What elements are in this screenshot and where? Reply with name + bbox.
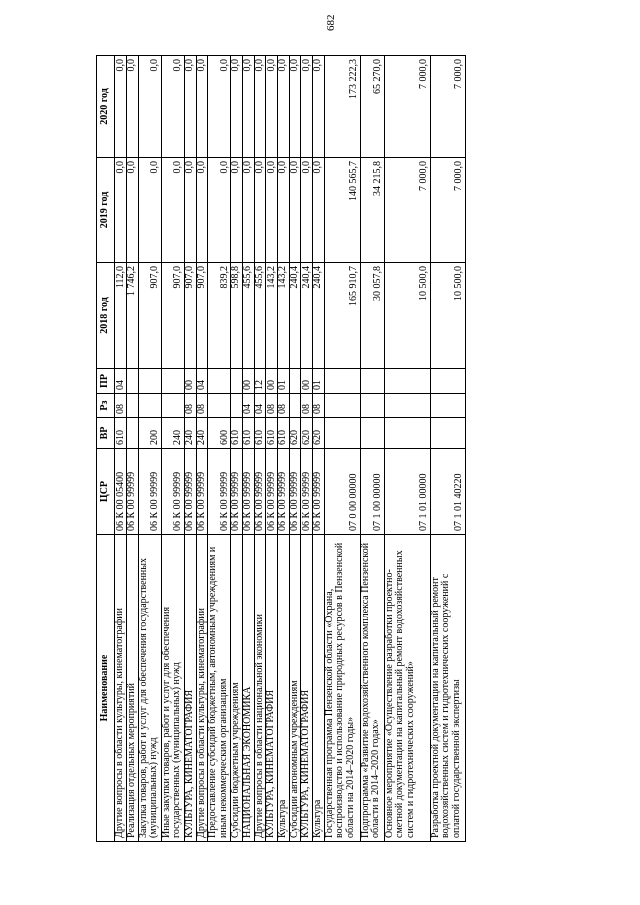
cell-name: Основное мероприятие «Осуществление разработки проектно-сметной документации на капитальный ремонт водохозяйственных систем и гидротехнических сооружений» (384, 535, 430, 842)
cell-csr: 06 К 00 99999 (231, 449, 243, 535)
cell-rz (138, 394, 161, 418)
cell-2019: 140 565,7 (324, 158, 360, 263)
cell-2019: 34 215,8 (360, 158, 384, 263)
cell-2020: 0,0 (138, 56, 161, 158)
cell-rz: 04 (254, 394, 266, 418)
cell-name: Реализация отдельных мероприятий (127, 535, 139, 842)
cell-2020: 0,0 (266, 56, 278, 158)
table-row (242, 56, 254, 842)
table-row (301, 56, 313, 842)
cell-2018: 240,4 (289, 263, 301, 369)
cell-2018: 10 500,0 (430, 263, 465, 369)
cell-rz: 08 (301, 394, 313, 418)
cell-pr (231, 369, 243, 394)
cell-rz: 08 (115, 394, 127, 418)
cell-pr (430, 369, 465, 394)
cell-2019: 0,0 (313, 158, 325, 263)
cell-2018: 143,2 (266, 263, 278, 369)
cell-pr: 00 (301, 369, 313, 394)
cell-2019: 0,0 (266, 158, 278, 263)
cell-2018: 1 746,2 (127, 263, 139, 369)
cell-name: КУЛЬТУРА, КИНЕМАТОГРАФИЯ (266, 535, 278, 842)
cell-pr (127, 369, 139, 394)
cell-csr: 06 К 00 99999 (301, 449, 313, 535)
cell-pr (324, 369, 360, 394)
cell-2018: 455,6 (254, 263, 266, 369)
table-row (289, 56, 301, 842)
cell-2018: 907,0 (196, 263, 208, 369)
cell-pr: 01 (278, 369, 290, 394)
cell-pr (289, 369, 301, 394)
cell-vr: 620 (301, 418, 313, 449)
cell-2020: 0,0 (289, 56, 301, 158)
cell-csr: 07 1 00 00000 (360, 449, 384, 535)
cell-2020: 0,0 (184, 56, 196, 158)
cell-name: Другие вопросы в области культуры, кинематографии (196, 535, 208, 842)
cell-name: Другие вопросы в области национальной экономики (254, 535, 266, 842)
cell-rz (231, 394, 243, 418)
table-row (196, 56, 208, 842)
cell-vr: 610 (254, 418, 266, 449)
page-number: 682 (325, 14, 337, 31)
cell-vr: 610 (231, 418, 243, 449)
cell-name: Предоставление субсидий бюджетным, автономным учреждениям и иным некоммерческим организациям (208, 535, 231, 842)
cell-name: КУЛЬТУРА, КИНЕМАТОГРАФИЯ (184, 535, 196, 842)
cell-vr: 240 (161, 418, 184, 449)
cell-2018: 165 910,7 (324, 263, 360, 369)
cell-rz (161, 394, 184, 418)
cell-vr: 200 (138, 418, 161, 449)
cell-name: Государственная программа Пензенской области «Охрана, воспроизводство и использование природных ресурсов в Пензенской области на 2014–2020 годы» (324, 535, 360, 842)
cell-pr: 00 (266, 369, 278, 394)
cell-pr: 00 (184, 369, 196, 394)
table-row (324, 56, 360, 842)
cell-pr (360, 369, 384, 394)
cell-rz (360, 394, 384, 418)
table-row (161, 56, 184, 842)
cell-2018: 240,4 (313, 263, 325, 369)
cell-pr: 04 (115, 369, 127, 394)
table-row (313, 56, 325, 842)
cell-rz (289, 394, 301, 418)
cell-rz: 08 (184, 394, 196, 418)
cell-2020: 7 000,0 (430, 56, 465, 158)
cell-name: Разработка проектной документации на капитальный ремонт водохозяйственных систем и гидротехнических сооружений с оплатой государственной экспертизы (430, 535, 465, 842)
cell-2018: 907,0 (184, 263, 196, 369)
header-name: Наименование (97, 535, 115, 842)
cell-vr: 610 (278, 418, 290, 449)
cell-name: Культура (313, 535, 325, 842)
cell-2020: 0,0 (278, 56, 290, 158)
table-row (266, 56, 278, 842)
cell-pr (384, 369, 430, 394)
cell-2018: 240,4 (301, 263, 313, 369)
cell-2018: 455,6 (242, 263, 254, 369)
table-row (138, 56, 161, 842)
cell-name: Субсидии бюджетным учреждениям (231, 535, 243, 842)
cell-rz (127, 394, 139, 418)
cell-2020: 0,0 (254, 56, 266, 158)
cell-name: Подпрограмма «Развитие водохозяйственного комплекса Пензенской области в 2014–2020 годах» (360, 535, 384, 842)
cell-csr: 06 К 00 99999 (184, 449, 196, 535)
cell-csr: 06 К 00 99999 (127, 449, 139, 535)
rotated-page (96, 56, 530, 842)
table-body (115, 56, 466, 842)
cell-csr: 06 К 00 99999 (242, 449, 254, 535)
cell-csr: 06 К 00 99999 (138, 449, 161, 535)
cell-name: Субсидии автономным учреждениям (289, 535, 301, 842)
cell-csr: 06 К 00 99999 (289, 449, 301, 535)
cell-2019: 0,0 (161, 158, 184, 263)
cell-name: НАЦИОНАЛЬНАЯ ЭКОНОМИКА (242, 535, 254, 842)
cell-vr: 240 (196, 418, 208, 449)
table-row (430, 56, 465, 842)
table-row (360, 56, 384, 842)
table-row (254, 56, 266, 842)
cell-2018: 143,2 (278, 263, 290, 369)
cell-2019: 0,0 (127, 158, 139, 263)
cell-vr (384, 418, 430, 449)
cell-2018: 907,0 (138, 263, 161, 369)
cell-vr: 610 (266, 418, 278, 449)
cell-2020: 65 270,0 (360, 56, 384, 158)
cell-name: КУЛЬТУРА, КИНЕМАТОГРАФИЯ (301, 535, 313, 842)
table-row (231, 56, 243, 842)
cell-csr: 06 К 00 99999 (313, 449, 325, 535)
table-row (115, 56, 127, 842)
cell-pr (138, 369, 161, 394)
cell-csr: 06 К 00 99999 (266, 449, 278, 535)
cell-2020: 173 222,3 (324, 56, 360, 158)
header-row (97, 56, 115, 842)
cell-2018: 30 057,8 (360, 263, 384, 369)
cell-2018: 839,2 (208, 263, 231, 369)
cell-2019: 0,0 (184, 158, 196, 263)
cell-vr: 620 (289, 418, 301, 449)
cell-vr: 620 (313, 418, 325, 449)
cell-2019: 0,0 (278, 158, 290, 263)
cell-csr: 06 К 00 99999 (161, 449, 184, 535)
cell-pr (161, 369, 184, 394)
cell-pr: 01 (313, 369, 325, 394)
cell-2019: 7 000,0 (384, 158, 430, 263)
cell-vr: 600 (208, 418, 231, 449)
budget-table (96, 55, 466, 842)
cell-vr: 240 (184, 418, 196, 449)
header-rz: Рз (97, 394, 115, 418)
cell-2019: 7 000,0 (430, 158, 465, 263)
cell-rz: 08 (313, 394, 325, 418)
cell-csr: 07 1 01 40220 (430, 449, 465, 535)
header-csr: ЦСР (97, 449, 115, 535)
cell-2019: 0,0 (196, 158, 208, 263)
header-2018: 2018 год (97, 263, 115, 369)
cell-2019: 0,0 (254, 158, 266, 263)
table-row (278, 56, 290, 842)
cell-2020: 0,0 (313, 56, 325, 158)
cell-2018: 112,0 (115, 263, 127, 369)
table-row (127, 56, 139, 842)
cell-2020: 0,0 (161, 56, 184, 158)
table-row (184, 56, 196, 842)
cell-2020: 0,0 (196, 56, 208, 158)
cell-2019: 0,0 (208, 158, 231, 263)
cell-name: Культура (278, 535, 290, 842)
cell-2018: 598,8 (231, 263, 243, 369)
cell-name: Другие вопросы в области культуры, кинематографии (115, 535, 127, 842)
header-pr: ПР (97, 369, 115, 394)
cell-2019: 0,0 (301, 158, 313, 263)
table-row (384, 56, 430, 842)
cell-csr: 06 К 00 99999 (196, 449, 208, 535)
cell-csr: 07 1 01 00000 (384, 449, 430, 535)
cell-rz (324, 394, 360, 418)
cell-vr (324, 418, 360, 449)
cell-pr: 00 (242, 369, 254, 394)
cell-2020: 0,0 (301, 56, 313, 158)
cell-2019: 0,0 (289, 158, 301, 263)
cell-csr: 06 К 00 99999 (208, 449, 231, 535)
cell-pr (208, 369, 231, 394)
cell-vr: 610 (115, 418, 127, 449)
cell-pr: 12 (254, 369, 266, 394)
cell-2020: 0,0 (231, 56, 243, 158)
cell-name: Закупка товаров, работ и услуг для обеспечения государственных (муниципальных) нужд (138, 535, 161, 842)
cell-2020: 0,0 (242, 56, 254, 158)
cell-rz: 08 (278, 394, 290, 418)
header-2019: 2019 год (97, 158, 115, 263)
cell-csr: 06 К 00 99999 (278, 449, 290, 535)
cell-2018: 907,0 (161, 263, 184, 369)
cell-csr: 06 К 00 05400 (115, 449, 127, 535)
header-2020: 2020 год (97, 56, 115, 158)
cell-name: Иные закупки товаров, работ и услуг для обеспечения государственных (муниципальных) нужд (161, 535, 184, 842)
cell-vr (127, 418, 139, 449)
cell-2020: 0,0 (127, 56, 139, 158)
cell-rz: 08 (266, 394, 278, 418)
cell-rz (208, 394, 231, 418)
cell-2020: 0,0 (115, 56, 127, 158)
cell-2020: 0,0 (208, 56, 231, 158)
table-row (208, 56, 231, 842)
cell-csr: 06 К 00 99999 (254, 449, 266, 535)
cell-2018: 10 500,0 (384, 263, 430, 369)
cell-2019: 0,0 (138, 158, 161, 263)
cell-rz: 08 (196, 394, 208, 418)
cell-rz: 04 (242, 394, 254, 418)
cell-rz (384, 394, 430, 418)
cell-2019: 0,0 (115, 158, 127, 263)
header-vr: ВР (97, 418, 115, 449)
cell-rz (430, 394, 465, 418)
cell-2020: 7 000,0 (384, 56, 430, 158)
cell-vr (430, 418, 465, 449)
cell-2019: 0,0 (242, 158, 254, 263)
cell-2019: 0,0 (231, 158, 243, 263)
cell-pr: 04 (196, 369, 208, 394)
cell-vr: 610 (242, 418, 254, 449)
cell-csr: 07 0 00 00000 (324, 449, 360, 535)
cell-vr (360, 418, 384, 449)
